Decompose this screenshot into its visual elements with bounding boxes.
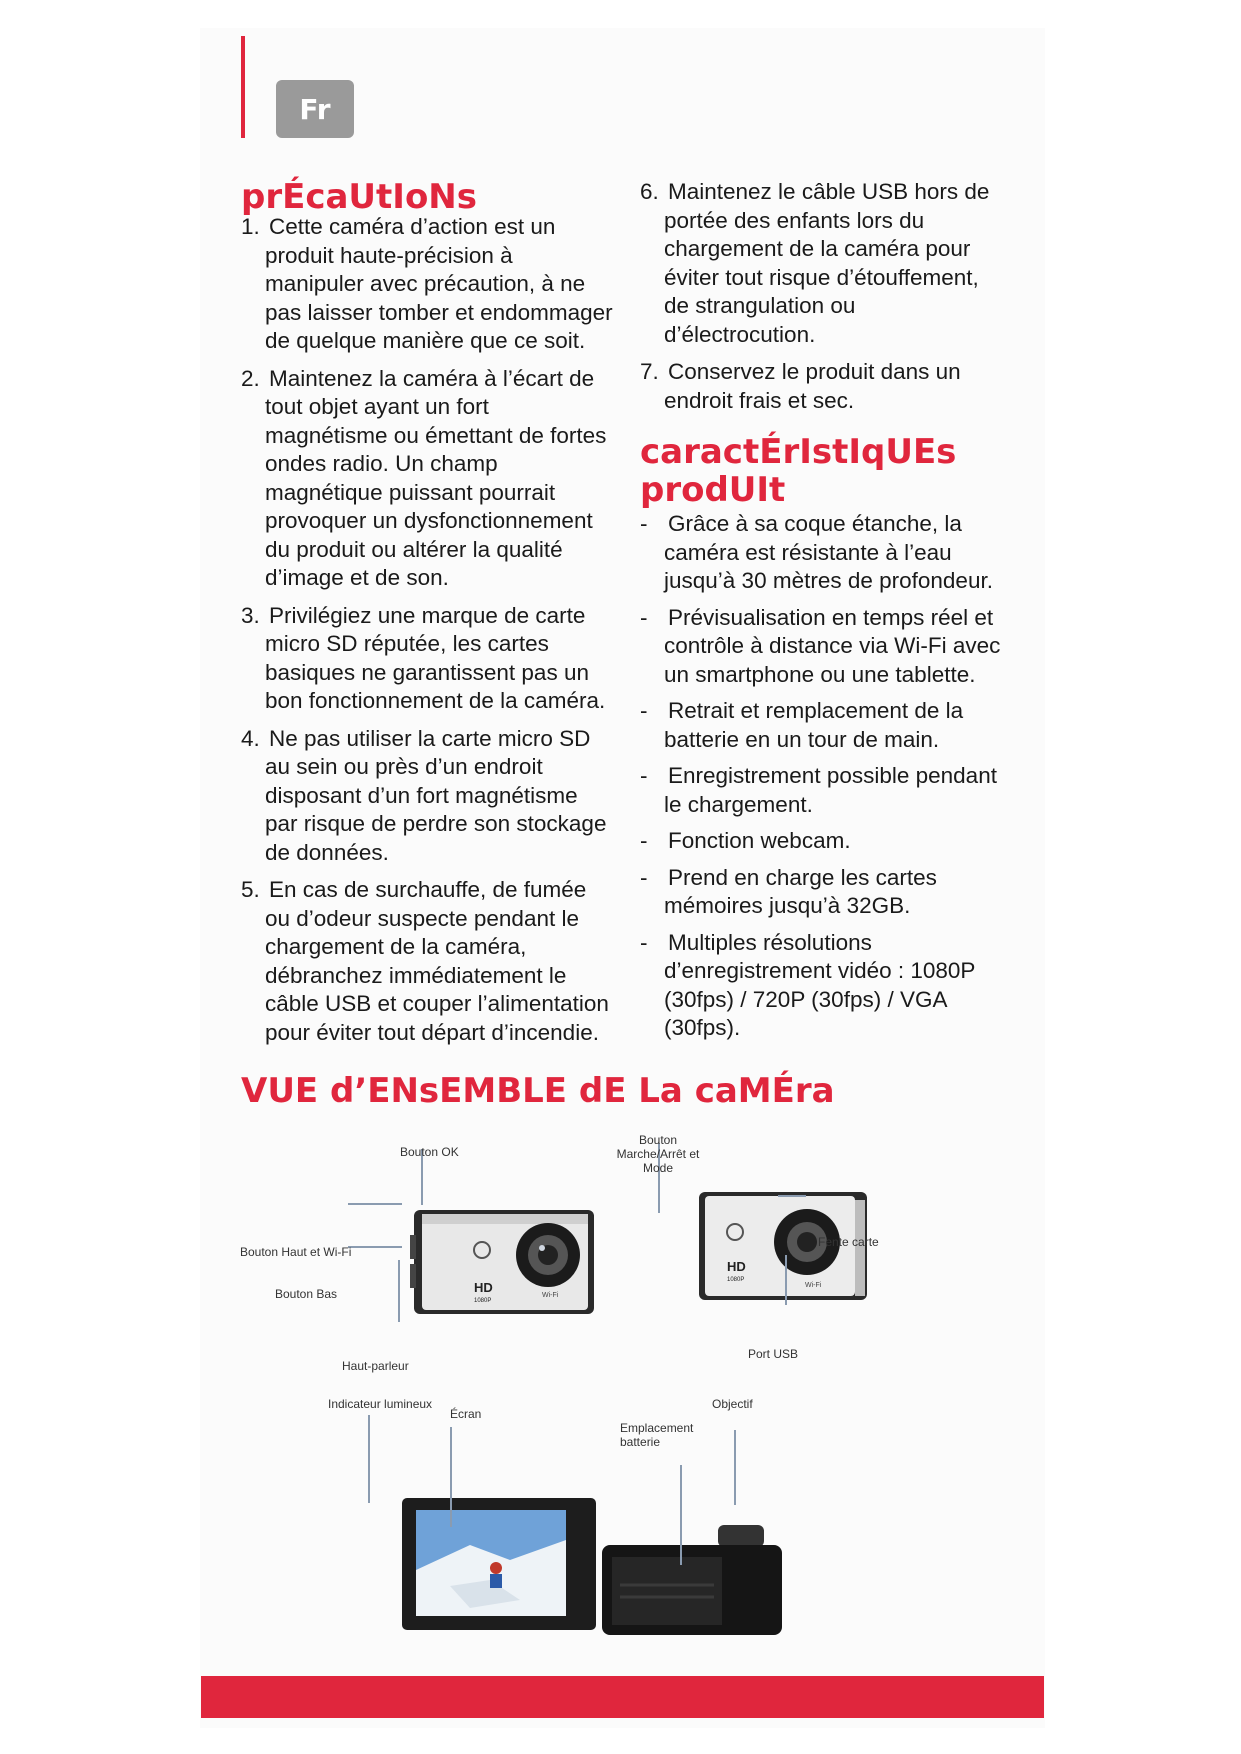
camera2-res-mark: 1080P [727, 1277, 745, 1283]
feature-item: - Fonction webcam. [640, 828, 851, 853]
precaution-item: 4. Ne pas utiliser la carte micro SD au sein ou près d’un endroit disposant d’un fort magnétisme par risque de perdre son stockage de données. [241, 725, 607, 865]
precaution-item: 7. Conservez le produit dans un endroit frais et sec. [640, 359, 961, 413]
precaution-item: 3. Privilégiez une marque de carte micro SD réputée, les cartes basiques ne garantissent pas un bon fonctionnement de la caméra. [241, 602, 606, 713]
camera2-hd-mark: HD [727, 1259, 746, 1274]
camera-front-image [410, 1200, 600, 1320]
label-usb: Port USB [748, 1347, 799, 1361]
leader-speaker [398, 1260, 400, 1322]
precaution-item: 2. Maintenez la caméra à l’écart de tout objet ayant un fort magnétisme ou émettant de fortes ondes radio. Un champ magnétique puissant pourrait provoquer un dysfonctionnement du produit ou altérer la qualité d’image et de son. [241, 365, 607, 590]
overview-title: VUE d’ENsEMBLE dE La caMÉra [241, 1071, 835, 1111]
leader-battery [680, 1465, 682, 1565]
label-screen: Écran [450, 1407, 482, 1421]
precautions-list-left [241, 213, 613, 1056]
precaution-item: 6. Maintenez le câble USB hors de portée des enfants lors du chargement de la caméra pour éviter tout risque d’étouffement, de strangulation ou d’électrocution. [640, 179, 990, 347]
label-card-slot: Fente carte [818, 1235, 879, 1249]
label-lens: Objectif [712, 1397, 753, 1411]
precaution-item: 1. Cette caméra d’action est un produit haute-précision à manipuler avec précaution, à ne pas laisser tomber et endommager de quelque manière que ce soit. [241, 214, 613, 353]
precautions-title: prÉcaUtIoNs [241, 177, 477, 217]
leader-screen [450, 1427, 452, 1527]
label-indicator: Indicateur lumineux [328, 1397, 433, 1411]
leader-usb [785, 1255, 787, 1305]
leader-card [778, 1195, 806, 1197]
precautions-list-right [640, 178, 1010, 424]
label-ok: Bouton OK [400, 1145, 459, 1159]
camera2-wifi-mark: Wi-Fi [805, 1282, 822, 1289]
footer-accent-bar [201, 1676, 1044, 1718]
feature-item: - Retrait et remplacement de la batterie en un tour de main. [640, 698, 964, 752]
camera-res-mark: 1080P [474, 1298, 492, 1304]
features-list [640, 510, 1010, 1051]
precaution-item: 5. En cas de surchauffe, de fumée ou d’odeur suspecte pendant le chargement de la caméra, débranchez immédiatement le câble USB et couper l’alimentation pour éviter tout départ d’incendie. [241, 877, 609, 1045]
leader-indicator [368, 1415, 370, 1503]
leader-lens [734, 1430, 736, 1505]
leader-up-wifi [348, 1203, 402, 1205]
camera-wifi-mark: Wi-Fi [542, 1292, 559, 1299]
label-down: Bouton Bas [275, 1287, 338, 1301]
feature-item: - Prévisualisation en temps réel et contrôle à distance via Wi-Fi avec un smartphone ou une tablette. [640, 604, 1001, 687]
camera-bottom-image [600, 1515, 800, 1640]
feature-item: - Grâce à sa coque étanche, la caméra est résistante à l’eau jusqu’à 30 mètres de profondeur. [640, 511, 993, 593]
label-battery: Emplacement batterie [620, 1421, 694, 1449]
label-up-wifi: Bouton Haut et Wi-Fi [240, 1245, 352, 1259]
camera-overview-figure [240, 1125, 1040, 1645]
camera-hd-mark: HD [474, 1280, 493, 1295]
camera-back-image [400, 1490, 600, 1635]
feature-item: - Prend en charge les cartes mémoires jusqu’à 32GB. [640, 864, 937, 918]
features-title: caractÉrIstIqUEs prodUIt [640, 432, 957, 510]
label-speaker: Haut-parleur [342, 1359, 409, 1373]
header-accent-bar [241, 36, 245, 138]
leader-down [348, 1246, 402, 1248]
feature-item: - Enregistrement possible pendant le chargement. [640, 763, 997, 817]
feature-item: - Multiples résolutions d’enregistrement vidéo : 1080P (30fps) / 720P (30fps) / VGA (30fps). [640, 929, 976, 1040]
language-tab: Fr [276, 80, 354, 138]
label-power: Bouton Marche/Arrêt et Mode [616, 1133, 700, 1175]
